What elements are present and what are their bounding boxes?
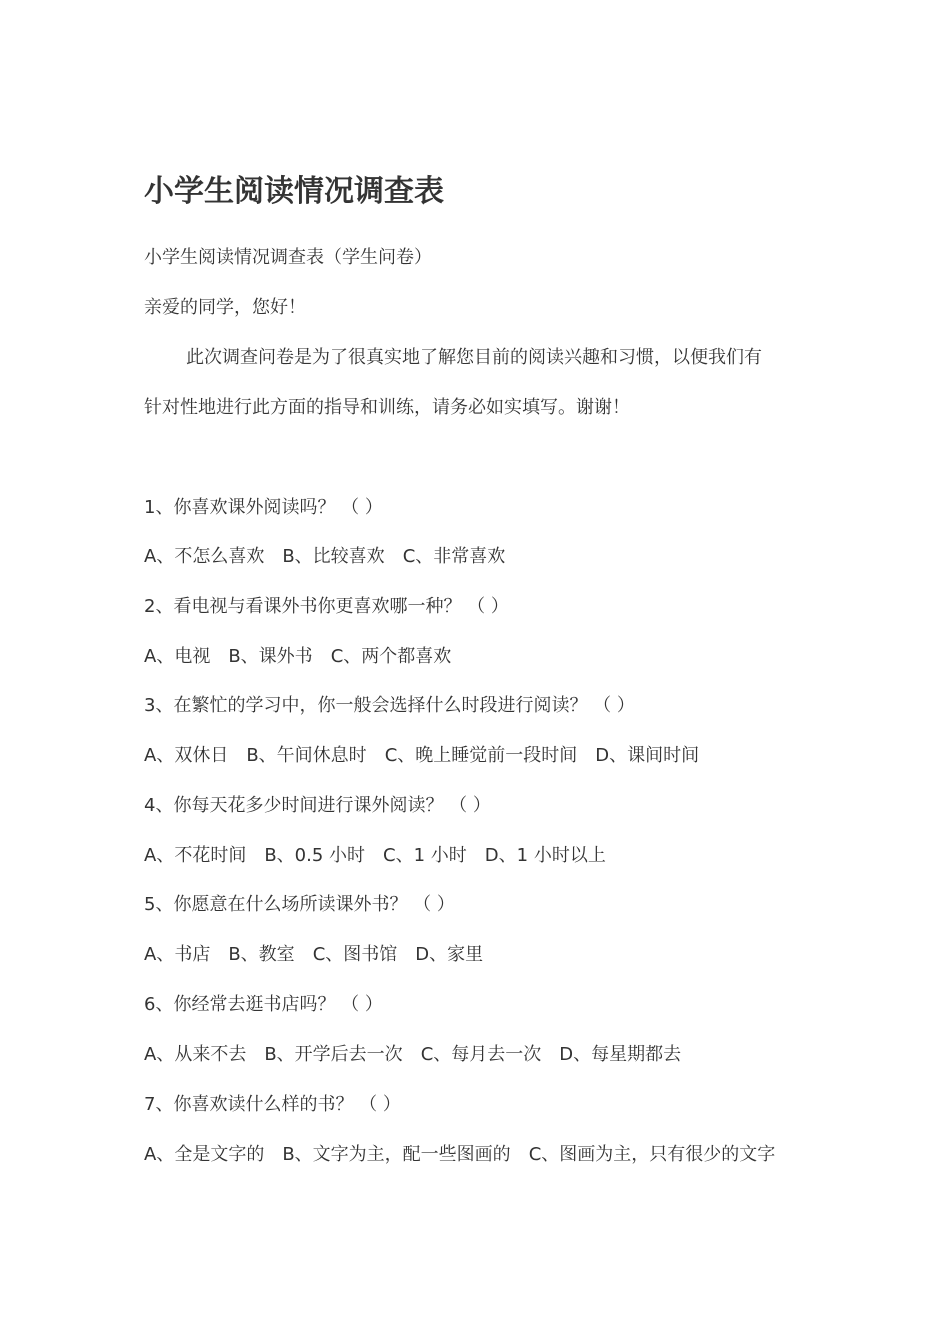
option-d: D、1 小时以上 bbox=[484, 845, 606, 866]
question-5-options bbox=[144, 943, 483, 967]
question-4-options bbox=[144, 844, 606, 868]
option-a: A、书店 bbox=[144, 944, 211, 965]
question-1-options bbox=[144, 545, 505, 569]
option-b: B、文字为主，配一些图画的 bbox=[282, 1144, 511, 1165]
question-7-options bbox=[144, 1143, 775, 1167]
option-b: B、开学后去一次 bbox=[264, 1044, 403, 1065]
question-2: 2、看电视与看课外书你更喜欢哪一种？ （ ） bbox=[144, 596, 509, 617]
page-title: 小学生阅读情况调查表 bbox=[144, 174, 444, 209]
greeting: 亲爱的同学，您好！ bbox=[144, 297, 306, 318]
option-b: B、0.5 小时 bbox=[264, 845, 366, 866]
option-c: C、图书馆 bbox=[312, 944, 398, 965]
question-3-options bbox=[144, 744, 699, 768]
option-c: C、图画为主，只有很少的文字 bbox=[528, 1144, 776, 1165]
question-5: 5、你愿意在什么场所读课外书？ （ ） bbox=[144, 894, 455, 915]
question-4: 4、你每天花多少时间进行课外阅读？ （ ） bbox=[144, 795, 491, 816]
option-a: A、从来不去 bbox=[144, 1044, 247, 1065]
question-2-options bbox=[144, 645, 451, 669]
option-a: A、全是文字的 bbox=[144, 1144, 265, 1165]
option-d: D、每星期都去 bbox=[559, 1044, 682, 1065]
question-6-options bbox=[144, 1043, 681, 1067]
option-c: C、1 小时 bbox=[383, 845, 467, 866]
question-1: 1、你喜欢课外阅读吗？ （ ） bbox=[144, 497, 383, 518]
question-6: 6、你经常去逛书店吗？ （ ） bbox=[144, 994, 383, 1015]
option-a: A、不怎么喜欢 bbox=[144, 546, 265, 567]
option-d: D、家里 bbox=[415, 944, 484, 965]
question-3: 3、在繁忙的学习中，你一般会选择什么时段进行阅读？ （ ） bbox=[144, 695, 635, 716]
option-c: C、每月去一次 bbox=[420, 1044, 542, 1065]
option-b: B、课外书 bbox=[228, 646, 313, 667]
subtitle: 小学生阅读情况调查表（学生问卷） bbox=[144, 247, 432, 268]
option-c: C、晚上睡觉前一段时间 bbox=[384, 745, 578, 766]
option-c: C、两个都喜欢 bbox=[330, 646, 452, 667]
option-c: C、非常喜欢 bbox=[402, 546, 506, 567]
intro-line-2: 针对性地进行此方面的指导和训练，请务必如实填写。谢谢！ bbox=[144, 397, 630, 418]
question-7: 7、你喜欢读什么样的书？ （ ） bbox=[144, 1094, 401, 1115]
option-a: A、不花时间 bbox=[144, 845, 247, 866]
option-b: B、教室 bbox=[228, 944, 295, 965]
option-a: A、电视 bbox=[144, 646, 211, 667]
intro-line-1: 此次调查问卷是为了很真实地了解您目前的阅读兴趣和习惯，以便我们有 bbox=[186, 347, 762, 368]
option-b: B、午间休息时 bbox=[246, 745, 367, 766]
option-a: A、双休日 bbox=[144, 745, 229, 766]
option-d: D、课间时间 bbox=[595, 745, 700, 766]
option-b: B、比较喜欢 bbox=[282, 546, 385, 567]
